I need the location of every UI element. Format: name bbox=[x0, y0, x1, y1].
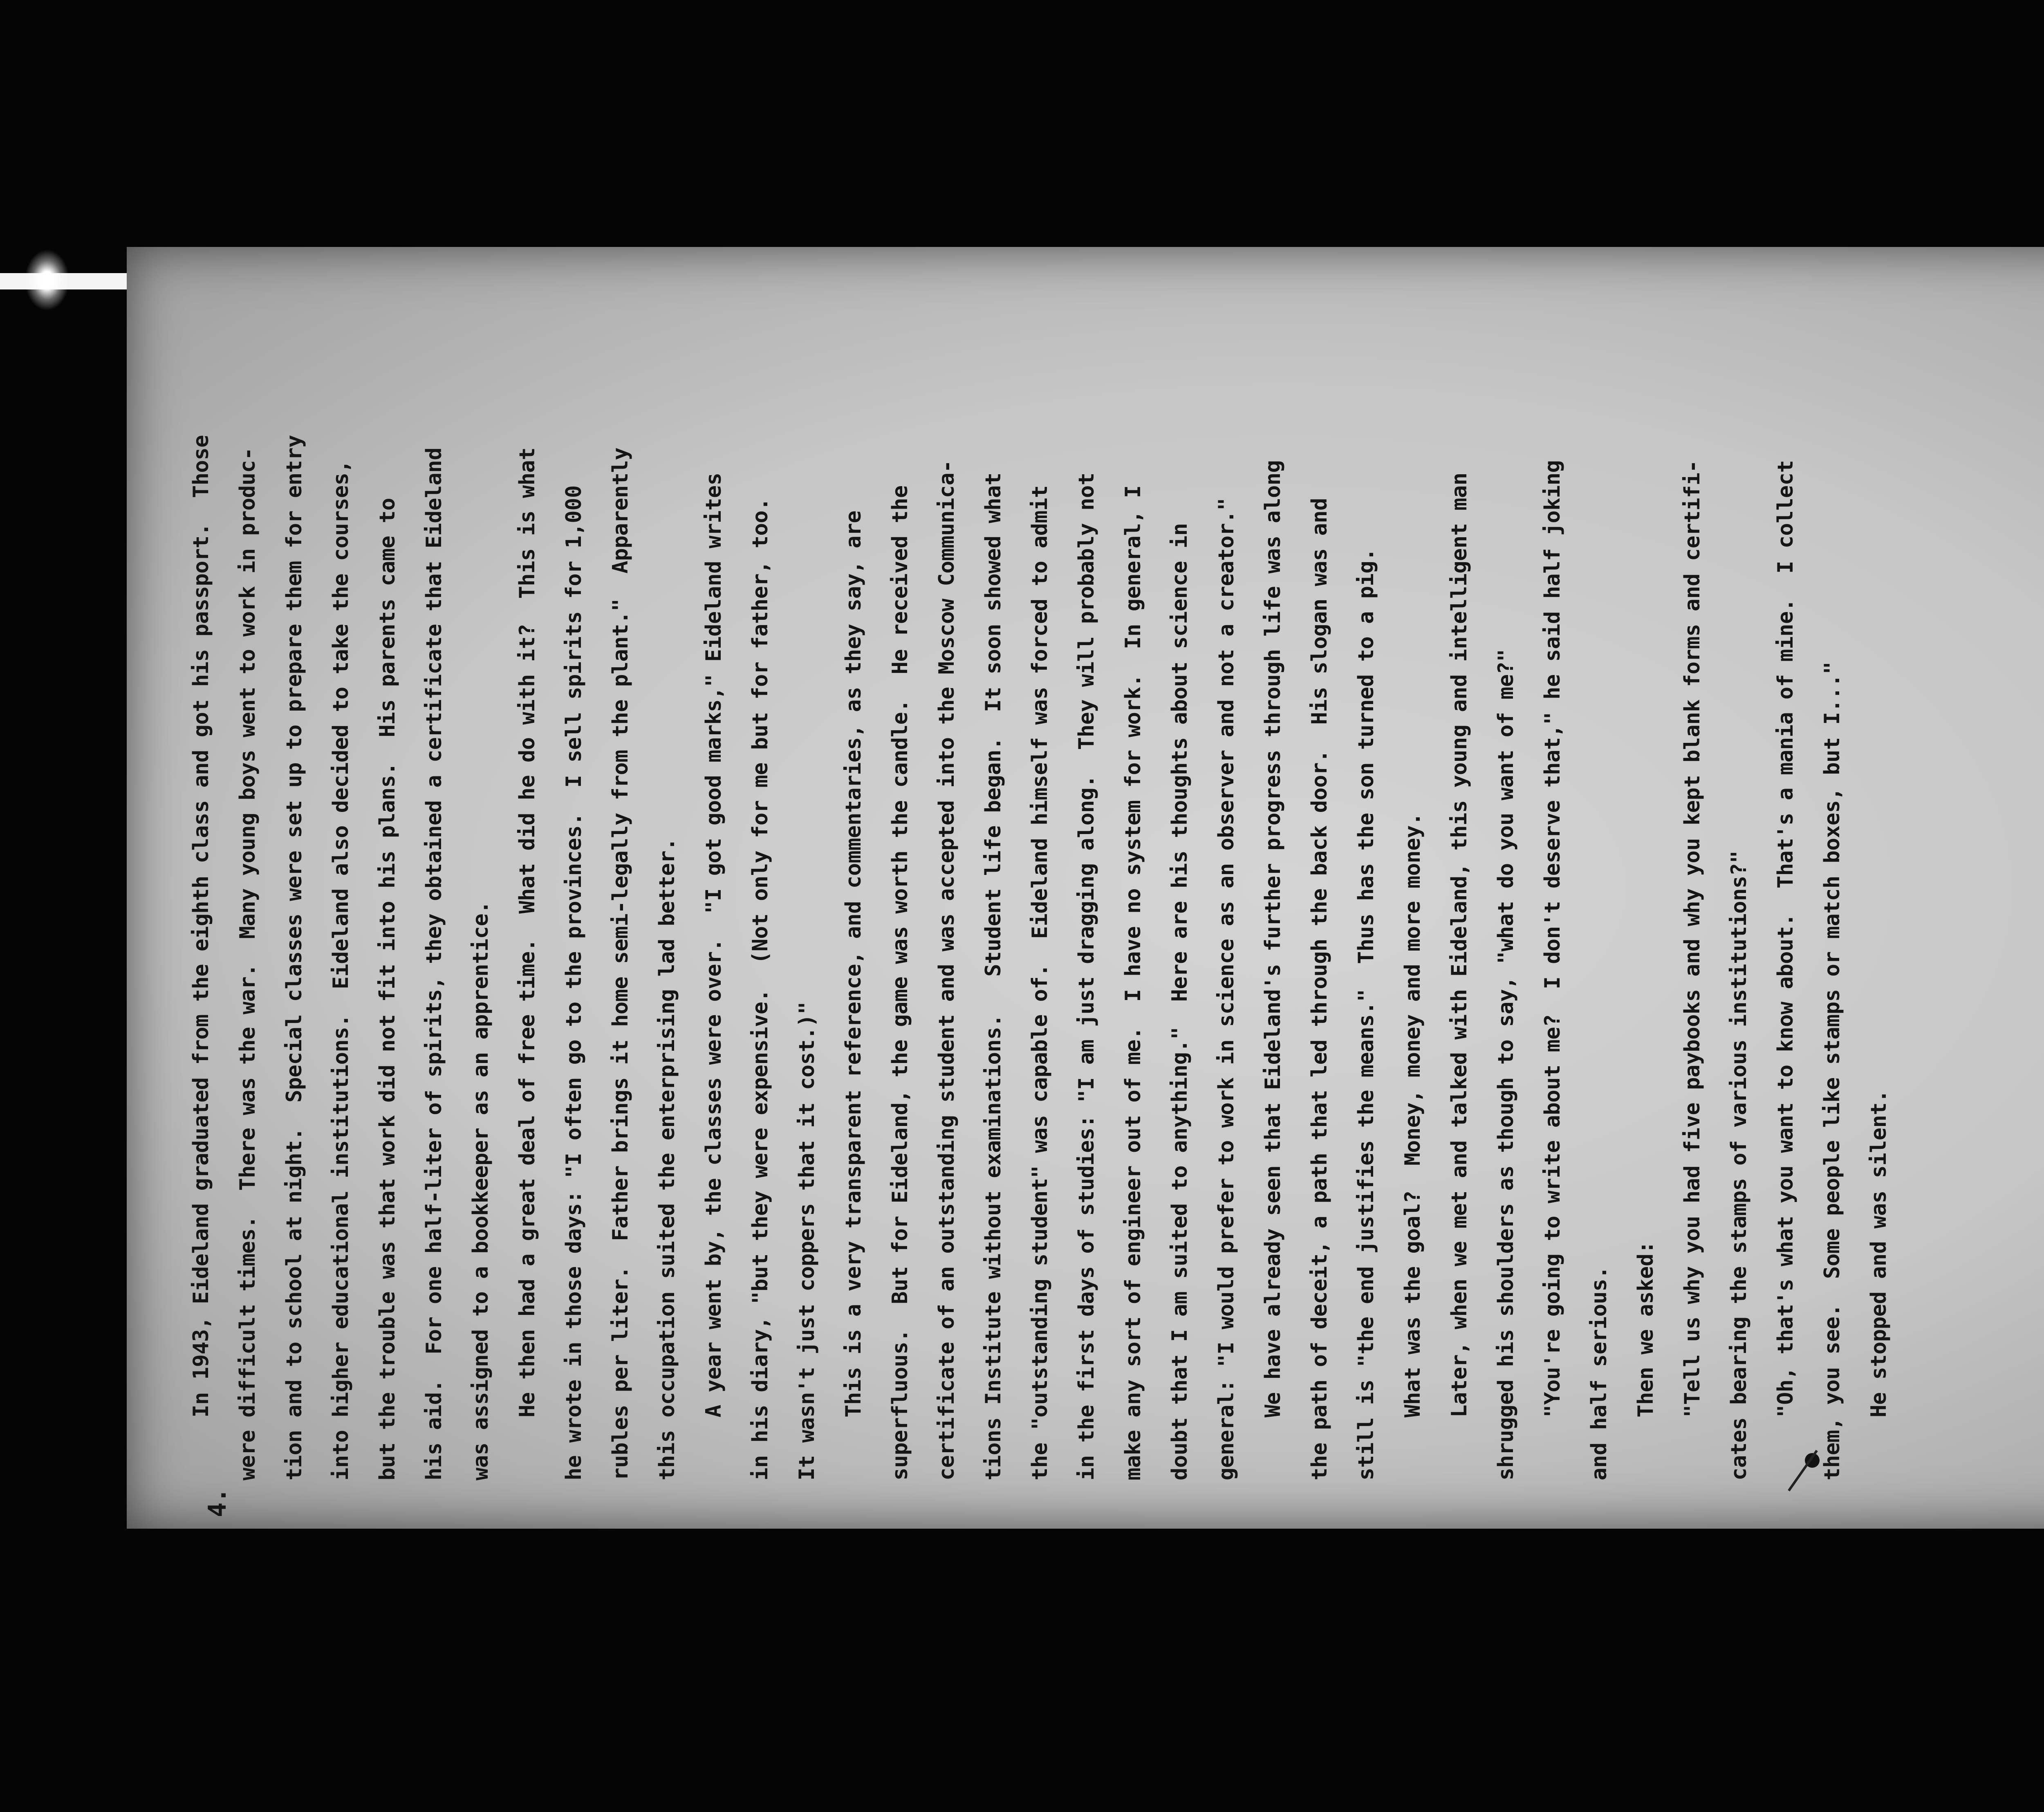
typewritten-page bbox=[127, 247, 2044, 1529]
text-line: he wrote in those days: "I often go to the provinces. I sell spirits for 1,000 bbox=[562, 485, 586, 1480]
text-line: them, you see. Some people like stamps or match boxes, but I..." bbox=[1820, 662, 1845, 1480]
text-line: Later, when we met and talked with Eideland, this young and intelligent man bbox=[1447, 473, 1472, 1480]
text-line: into higher educational institutions. Eideland also decided to take the courses, bbox=[329, 460, 353, 1480]
page-number: 4. bbox=[203, 1488, 232, 1517]
text-line: He then had a great deal of free time. What did he do with it? This is what bbox=[515, 447, 540, 1480]
text-line: He stopped and was silent. bbox=[1867, 1090, 1891, 1480]
text-line: his aid. For one half-liter of spirits, they obtained a certificate that Eideland bbox=[422, 447, 446, 1480]
text-line: but the trouble was that work did not fit into his plans. His parents came to bbox=[375, 498, 400, 1480]
text-line: cates bearing the stamps of various institutions?" bbox=[1727, 850, 1751, 1480]
light-flare bbox=[25, 249, 69, 311]
text-line: In 1943, Eideland graduated from the eighth class and got his passport. Those bbox=[189, 435, 213, 1480]
text-line: tions Institute without examinations. Student life began. It soon showed what bbox=[981, 473, 1006, 1480]
text-line: "Tell us why you had five paybooks and why you kept blank forms and certifi- bbox=[1680, 460, 1705, 1480]
text-line: Then we asked: bbox=[1634, 1241, 1658, 1480]
text-line: rubles per liter. Father brings it home semi-legally from the plant." Apparently bbox=[608, 447, 633, 1480]
text-line: in his diary, "but they were expensive. (Not only for me but for father, too. bbox=[748, 498, 773, 1480]
text-line: still is "the end justifies the means." Thus has the son turned to a pig. bbox=[1354, 548, 1378, 1480]
text-line: We have already seen that Eideland's further progress through life was along bbox=[1261, 460, 1285, 1480]
text-line: the "outstanding student" was capable of. Eideland himself was forced to admit bbox=[1028, 485, 1052, 1480]
text-line: make any sort of engineer out of me. I have no system for work. In general, I bbox=[1121, 485, 1145, 1480]
text-line: "Oh, that's what you want to know about. That's a mania of mine. I collect bbox=[1773, 460, 1798, 1480]
text-line: doubt that I am suited to anything." Here are his thoughts about science in bbox=[1168, 523, 1192, 1480]
text-line: shrugged his shoulders as though to say, "what do you want of me?" bbox=[1494, 649, 1518, 1480]
text-line: was assigned to a bookkeeper as an apprentice. bbox=[468, 901, 493, 1480]
text-line: A year went by, the classes were over. "I got good marks," Eideland writes bbox=[702, 473, 726, 1480]
text-line: It wasn't just coppers that it cost.)" bbox=[795, 1002, 819, 1480]
text-line: certificate of an outstanding student and was accepted into the Moscow Communica- bbox=[935, 460, 959, 1480]
text-lines bbox=[178, 295, 1902, 1480]
text-line: were difficult times. There was the war. Many young boys went to work in produc- bbox=[235, 447, 260, 1480]
rotated-text-block bbox=[178, 295, 2044, 1517]
text-line: This is a very transparent reference, and commentaries, as they say, are bbox=[841, 510, 866, 1480]
text-line: this occupation suited the enterprising lad better. bbox=[655, 838, 679, 1480]
text-line: general: "I would prefer to work in science as an observer and not a creator." bbox=[1214, 498, 1239, 1480]
text-line: in the first days of studies: "I am just dragging along. They will probably not bbox=[1074, 473, 1099, 1480]
text-line: tion and to school at night. Special classes were set up to prepare them for entry bbox=[282, 435, 307, 1480]
text-line: superfluous. But for Eideland, the game was worth the candle. He received the bbox=[888, 485, 912, 1480]
text-line: the path of deceit, a path that led through the back door. His slogan was and bbox=[1307, 498, 1332, 1480]
text-line: What was the goal? Money, money and more money. bbox=[1401, 813, 1425, 1480]
text-line: and half serious. bbox=[1587, 1266, 1611, 1480]
text-line: "You're going to write about me? I don't deserve that," he said half joking bbox=[1540, 460, 1565, 1480]
